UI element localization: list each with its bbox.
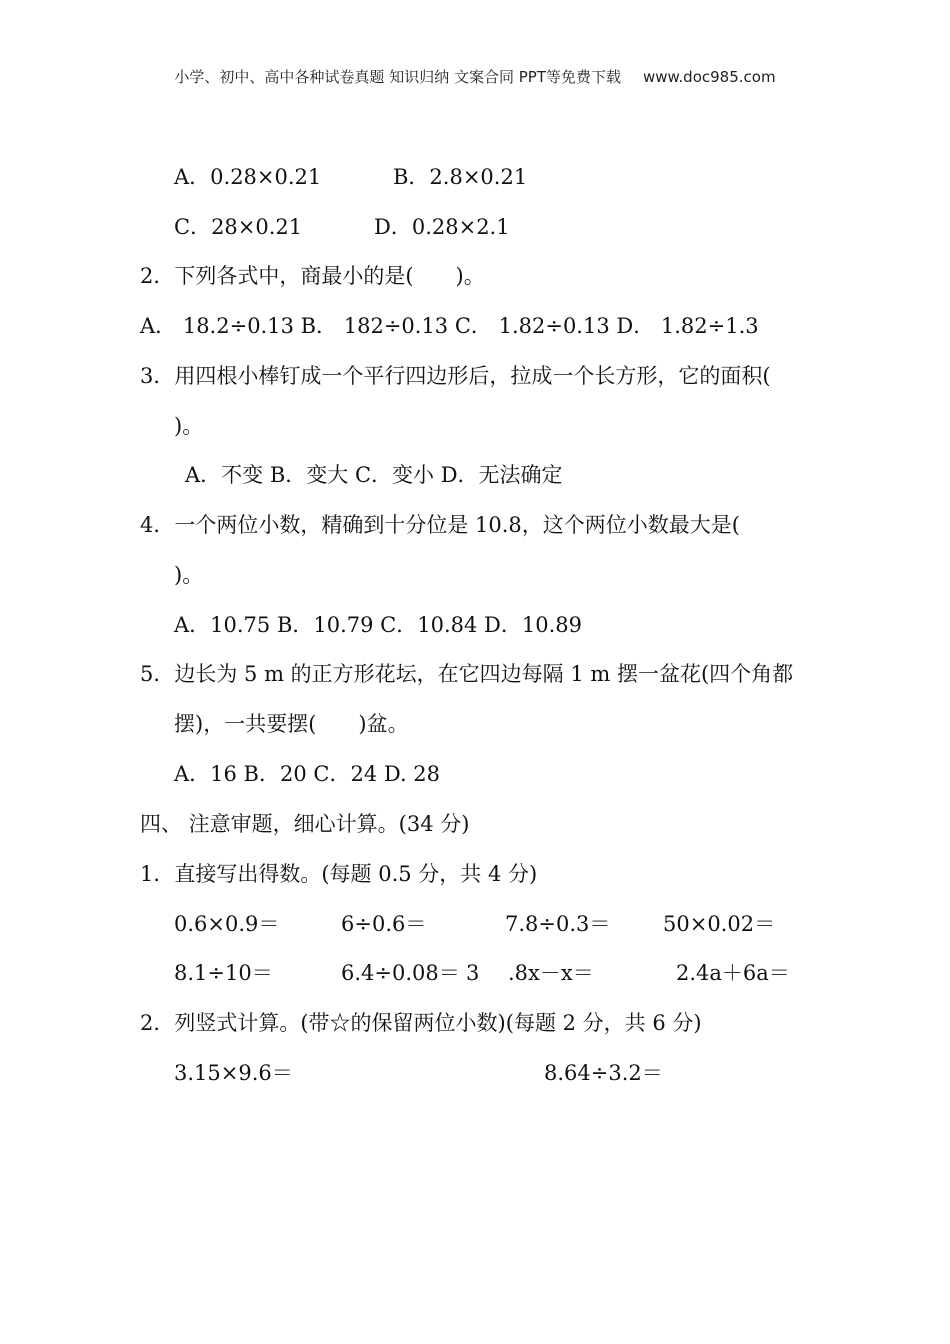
q3-stem-line2: )。: [174, 414, 204, 438]
s4q1-row2-item2: 6.4÷0.08＝: [341, 961, 460, 985]
q3-stem-line1: 3．用四根小棒钉成一个平行四边形后，拉成一个长方形，它的面积(: [140, 364, 771, 388]
q4-stem-line1: 4．一个两位小数，精确到十分位是 10.8，这个两位小数最大是(: [140, 513, 740, 537]
q3-options: A．不变 B．变大 C．变小 D．无法确定: [185, 463, 563, 487]
s4q1-row1-item4: 50×0.02＝: [663, 912, 776, 936]
s4q2-stem: 2．列竖式计算。(带☆的保留两位小数)(每题 2 分，共 6 分): [140, 1011, 702, 1035]
page-header: [0, 66, 950, 87]
q1-option-a: A．0.28×0.21: [174, 165, 322, 189]
s4q1-row1-item3: 7.8÷0.3＝: [505, 912, 611, 936]
q5-stem-line1: 5．边长为 5 m 的正方形花坛，在它四边每隔 1 m 摆一盆花(四个角都: [140, 662, 794, 686]
s4q1-row1-item1: 0.6×0.9＝: [174, 912, 280, 936]
s4q1-row2-item1: 8.1÷10＝: [174, 961, 273, 985]
header-url[interactable]: www.doc985.com: [642, 68, 776, 86]
s4q1-stem: 1．直接写出得数。(每题 0.5 分，共 4 分): [140, 862, 538, 886]
header-text: 小学、初中、高中各种试卷真题 知识归纳 文案合同 PPT等免费下载: [174, 68, 621, 86]
q1-option-c: C．28×0.21: [174, 215, 303, 239]
q5-options: A．16 B．20 C．24 D. 28: [174, 762, 441, 786]
s4q2-item1: 3.15×9.6＝: [174, 1061, 293, 1085]
q1-option-b: B．2.8×0.21: [393, 165, 528, 189]
q1-option-d: D．0.28×2.1: [374, 215, 510, 239]
s4q2-item2: 8.64÷3.2＝: [544, 1061, 663, 1085]
q2-stem: 2．下列各式中，商最小的是( )。: [140, 264, 485, 288]
s4q1-row2-item3b: .8x－x＝: [508, 961, 594, 985]
q2-options: A． 18.2÷0.13 B． 182÷0.13 C． 1.82÷0.13 D． 1.82÷1.3: [140, 314, 759, 338]
q4-stem-line2: )。: [174, 563, 204, 587]
section4-title: 四、 注意审题，细心计算。(34 分): [140, 812, 470, 836]
s4q1-row2-item4: 2.4a＋6a＝: [676, 961, 790, 985]
q4-options: A．10.75 B．10.79 C．10.84 D．10.89: [174, 613, 583, 637]
s4q1-row2-item3a: 3: [466, 961, 480, 985]
q5-stem-line2: 摆)，一共要摆( )盆。: [174, 712, 409, 736]
s4q1-row1-item2: 6÷0.6＝: [341, 912, 427, 936]
